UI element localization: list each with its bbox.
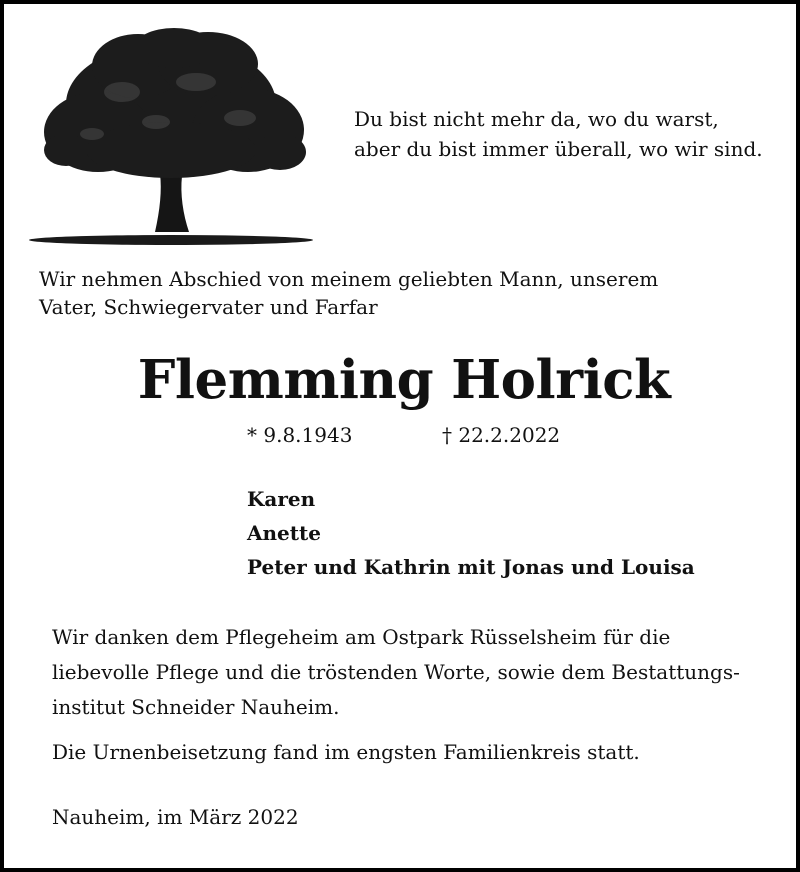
tree-illustration — [26, 22, 316, 250]
birth-date: * 9.8.1943 — [247, 423, 353, 447]
thanks-line: Wir danken dem Pflegeheim am Ostpark Rüsselsheim für die — [52, 625, 671, 649]
quote-line: Du bist nicht mehr da, wo du warst, — [354, 107, 719, 131]
family-list — [247, 482, 695, 584]
quote-line: aber du bist immer überall, wo wir sind. — [354, 137, 763, 161]
family-member: Peter und Kathrin mit Jonas und Louisa — [247, 555, 695, 579]
death-date: † 22.2.2022 — [442, 423, 561, 447]
intro-line: Wir nehmen Abschied von meinem geliebten Mann, unserem — [39, 267, 659, 291]
thanks-line: institut Schneider Nauheim. — [52, 695, 340, 719]
ground-shadow — [29, 235, 313, 245]
thanks-paragraph — [52, 620, 772, 725]
memorial-quote — [354, 104, 763, 164]
burial-note: Die Urnenbeisetzung fand im engsten Familienkreis statt. — [52, 740, 640, 764]
family-member: Anette — [247, 521, 321, 545]
farewell-intro — [39, 265, 779, 321]
tree-canopy — [44, 28, 306, 178]
intro-line: Vater, Schwiegervater und Farfar — [39, 295, 378, 319]
deceased-name: Flemming Holrick — [137, 349, 671, 411]
place-date: Nauheim, im März 2022 — [52, 805, 299, 829]
family-member: Karen — [247, 487, 316, 511]
thanks-line: liebevolle Pflege und die tröstenden Worte, sowie dem Bestattungs- — [52, 660, 740, 684]
